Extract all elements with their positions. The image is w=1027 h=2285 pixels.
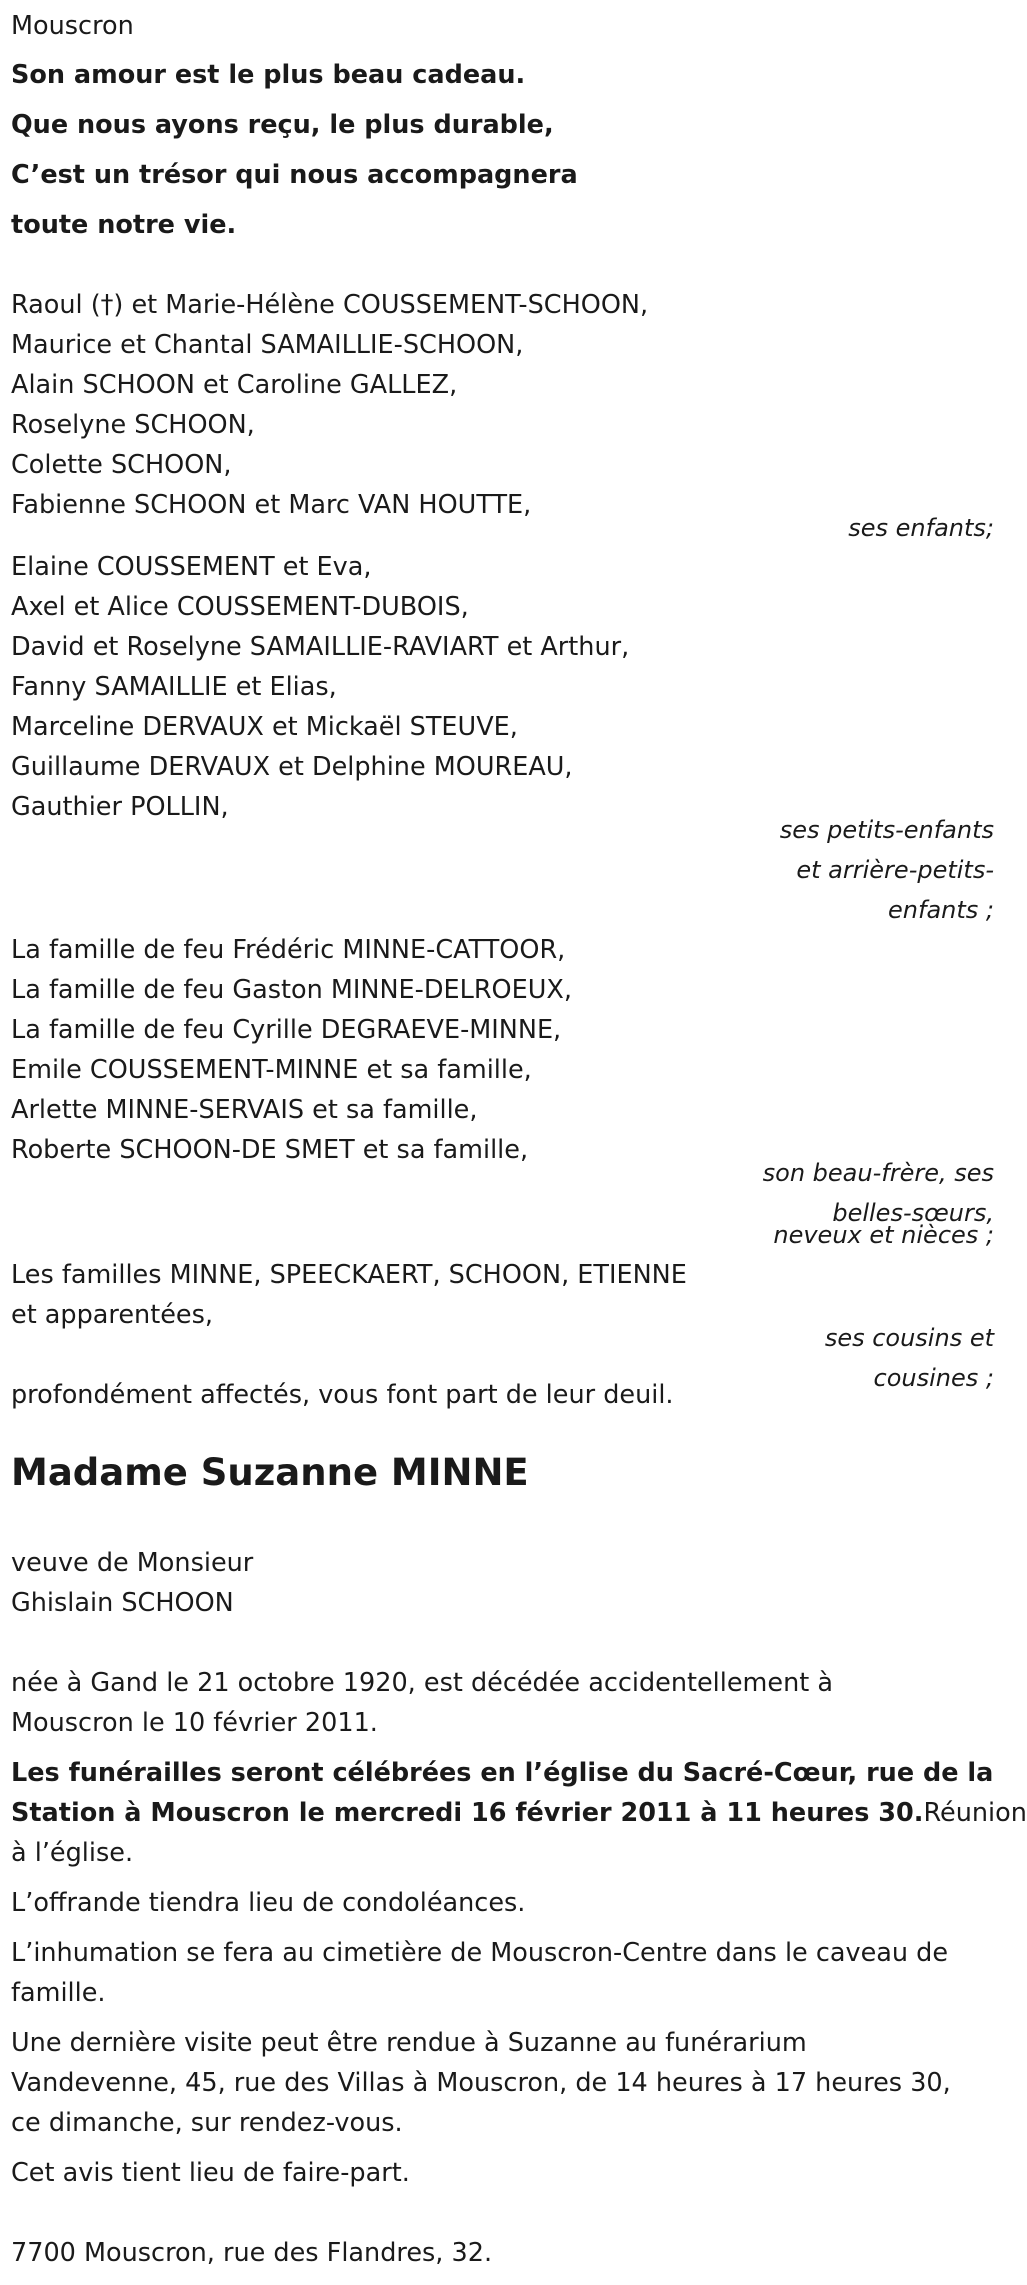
family-line: Guillaume DERVAUX et Delphine MOUREAU, <box>11 752 573 782</box>
family-line: Roselyne SCHOON, <box>11 410 255 440</box>
family-line: Axel et Alice COUSSEMENT-DUBOIS, <box>11 592 469 622</box>
funeral-bold-text: Station à Mouscron le mercredi 16 février 2011 à 11 heures 30. <box>11 1798 924 1828</box>
family-line: Elaine COUSSEMENT et Eva, <box>11 552 372 582</box>
role-line: neveux et nièces ; <box>773 1221 994 1249</box>
family-line: La famille de feu Gaston MINNE-DELROEUX, <box>11 975 572 1005</box>
birth-line: Mouscron le 10 février 2011. <box>11 1708 378 1738</box>
funeral-line: à l’église. <box>11 1838 134 1868</box>
role-line: cousines ; <box>873 1364 994 1392</box>
visit-line: Vandevenne, 45, rue des Villas à Mouscron, de 14 heures à 17 heures 30, <box>11 2068 951 2098</box>
family-line: Les familles MINNE, SPEECKAERT, SCHOON, ETIENNE <box>11 1260 687 1290</box>
family-line: Marceline DERVAUX et Mickaël STEUVE, <box>11 712 518 742</box>
family-line: Maurice et Chantal SAMAILLIE-SCHOON, <box>11 330 524 360</box>
role-line: ses petits-enfants <box>779 816 994 844</box>
address-line: 7700 Mouscron, rue des Flandres, 32. <box>11 2238 493 2268</box>
role-line: son beau-frère, ses <box>762 1159 994 1187</box>
family-line: Colette SCHOON, <box>11 450 232 480</box>
poem-line: toute notre vie. <box>11 210 237 240</box>
family-line: Arlette MINNE-SERVAIS et sa famille, <box>11 1095 478 1125</box>
funeral-rest-text: Réunion <box>923 1798 1027 1828</box>
family-line: Gauthier POLLIN, <box>11 792 229 822</box>
family-line: Roberte SCHOON-DE SMET et sa famille, <box>11 1135 529 1165</box>
burial-line: L’inhumation se fera au cimetière de Mouscron-Centre dans le caveau de <box>11 1938 949 1968</box>
burial-line: famille. <box>11 1978 106 2008</box>
family-line: Fanny SAMAILLIE et Elias, <box>11 672 337 702</box>
children-role: ses enfants; <box>848 514 994 542</box>
deceased-name: Madame Suzanne MINNE <box>11 1451 529 1494</box>
widow-line: veuve de Monsieur <box>11 1548 254 1578</box>
birth-line: née à Gand le 21 octobre 1920, est décédée accidentellement à <box>11 1668 833 1698</box>
poem-line: Son amour est le plus beau cadeau. <box>11 60 526 90</box>
family-line: Alain SCHOON et Caroline GALLEZ, <box>11 370 458 400</box>
family-line: Raoul (†) et Marie-Hélène COUSSEMENT-SCHOON, <box>11 290 649 320</box>
family-line: Emile COUSSEMENT-MINNE et sa famille, <box>11 1055 532 1085</box>
role-line: ses cousins et <box>824 1324 994 1352</box>
family-line: La famille de feu Cyrille DEGRAEVE-MINNE, <box>11 1015 562 1045</box>
notice-line: Cet avis tient lieu de faire-part. <box>11 2158 410 2188</box>
family-line: Fabienne SCHOON et Marc VAN HOUTTE, <box>11 490 532 520</box>
visit-line: ce dimanche, sur rendez-vous. <box>11 2108 403 2138</box>
funeral-line: Les funérailles seront célébrées en l’église du Sacré-Cœur, rue de la <box>11 1758 994 1788</box>
visit-line: Une dernière visite peut être rendue à Suzanne au funérarium <box>11 2028 807 2058</box>
poem-line: Que nous ayons reçu, le plus durable, <box>11 110 554 140</box>
role-line: enfants ; <box>888 896 994 924</box>
role-line: belles-sœurs, <box>832 1199 994 1227</box>
offering-line: L’offrande tiendra lieu de condoléances. <box>11 1888 526 1918</box>
widow-line: Ghislain SCHOON <box>11 1588 234 1618</box>
family-line: La famille de feu Frédéric MINNE-CATTOOR, <box>11 935 566 965</box>
family-line: et apparentées, <box>11 1300 213 1330</box>
role-line: et arrière-petits- <box>796 856 994 884</box>
city-label: Mouscron <box>11 11 134 41</box>
funeral-line <box>11 1793 1027 1833</box>
family-line: David et Roselyne SAMAILLIE-RAVIART et Arthur, <box>11 632 630 662</box>
grief-line: profondément affectés, vous font part de leur deuil. <box>11 1380 674 1410</box>
poem-line: C’est un trésor qui nous accompagnera <box>11 160 578 190</box>
